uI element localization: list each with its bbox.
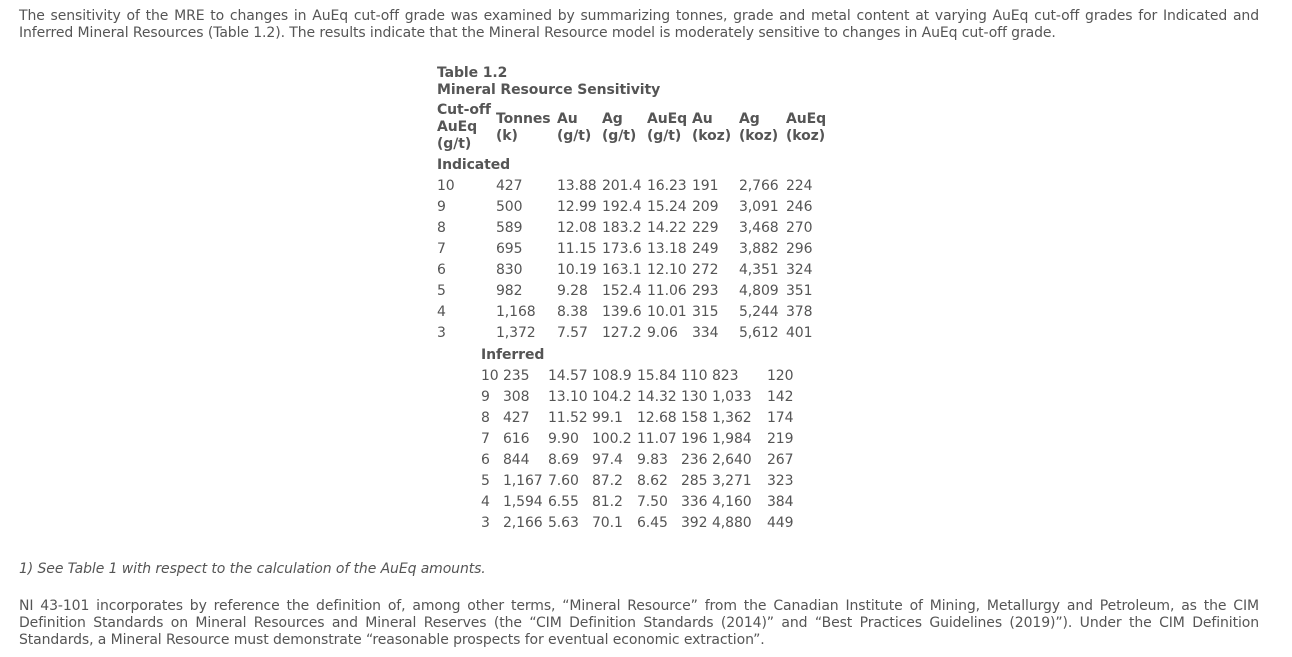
header-aueq-metal: AuEq (koz) [786, 110, 826, 144]
table-title: Mineral Resource Sensitivity [437, 82, 661, 98]
header-ag-grade: Ag (g/t) [602, 110, 637, 144]
table-cell: 7.57 [557, 325, 588, 341]
table-cell: 4,160 [712, 494, 752, 510]
table-number: Table 1.2 [437, 65, 508, 81]
table-cell: 70.1 [592, 515, 623, 531]
table-cell: 384 [767, 494, 794, 510]
table-cell: 14.32 [637, 389, 677, 405]
table-cell: 11.15 [557, 241, 597, 257]
table-cell: 616 [503, 431, 530, 447]
table-cell: 293 [692, 283, 719, 299]
table-header-row [437, 102, 835, 153]
table-cell: 163.1 [602, 262, 642, 278]
table-cell: 110 [681, 368, 708, 384]
table-cell: 8 [481, 410, 490, 426]
table-cell: 7.60 [548, 473, 579, 489]
table-cell: 183.2 [602, 220, 642, 236]
table-cell: 12.99 [557, 199, 597, 215]
table-cell: 336 [681, 494, 708, 510]
table-cell: 334 [692, 325, 719, 341]
table-cell: 285 [681, 473, 708, 489]
table-cell: 8.69 [548, 452, 579, 468]
table-cell: 246 [786, 199, 813, 215]
table-cell: 982 [496, 283, 523, 299]
table-cell: 4 [481, 494, 490, 510]
table-cell: 6.45 [637, 515, 668, 531]
inferred-row [481, 471, 793, 492]
table-cell: 13.10 [548, 389, 588, 405]
table-cell: 229 [692, 220, 719, 236]
table-cell: 104.2 [592, 389, 632, 405]
table-cell: 139.6 [602, 304, 642, 320]
table-cell: 152.4 [602, 283, 642, 299]
table-cell: 4,351 [739, 262, 779, 278]
table-cell: 9.90 [548, 431, 579, 447]
table-cell: 7.50 [637, 494, 668, 510]
indicated-label: Indicated [437, 157, 511, 173]
table-cell: 2,766 [739, 178, 779, 194]
indicated-row [437, 218, 835, 239]
table-cell: 12.68 [637, 410, 677, 426]
table-cell: 830 [496, 262, 523, 278]
table-cell: 378 [786, 304, 813, 320]
table-cell: 108.9 [592, 368, 632, 384]
table-cell: 1,167 [503, 473, 543, 489]
table-cell: 5 [437, 283, 446, 299]
table-cell: 589 [496, 220, 523, 236]
table-cell: 3 [437, 325, 446, 341]
table-cell: 6 [481, 452, 490, 468]
header-au-metal: Au (koz) [692, 110, 731, 144]
table-cell: 191 [692, 178, 719, 194]
indicated-row [437, 323, 835, 344]
table-cell: 270 [786, 220, 813, 236]
table-cell: 7 [437, 241, 446, 257]
table-cell: 10.01 [647, 304, 687, 320]
table-cell: 5,612 [739, 325, 779, 341]
table-cell: 16.23 [647, 178, 687, 194]
table-cell: 5.63 [548, 515, 579, 531]
table-cell: 10.19 [557, 262, 597, 278]
table-cell: 8.62 [637, 473, 668, 489]
table-cell: 11.52 [548, 410, 588, 426]
header-ag-metal: Ag (koz) [739, 110, 778, 144]
table-cell: 12.10 [647, 262, 687, 278]
table-cell: 2,640 [712, 452, 752, 468]
table-cell: 11.07 [637, 431, 677, 447]
table-cell: 8.38 [557, 304, 588, 320]
table-cell: 142 [767, 389, 794, 405]
table-cell: 1,372 [496, 325, 536, 341]
table-cell: 7 [481, 431, 490, 447]
intro-paragraph: The sensitivity of the MRE to changes in AuEq cut-off grade was examined by summarizing tonnes, grade and metal content at varying AuEq cut-off grades for Indicated and Inferred Mineral Resources (Table 1.2). The results indicate that the Mineral Resource model is moderately sensitive to changes in AuEq cut-off grade. [19, 8, 1259, 41]
inferred-row [481, 366, 793, 387]
header-tonnes: Tonnes (k) [496, 110, 551, 144]
table-cell: 5 [481, 473, 490, 489]
table-cell: 844 [503, 452, 530, 468]
table-cell: 15.84 [637, 368, 677, 384]
table-cell: 267 [767, 452, 794, 468]
table-cell: 3,271 [712, 473, 752, 489]
table-cell: 500 [496, 199, 523, 215]
table-cell: 201.4 [602, 178, 642, 194]
table-cell: 192.4 [602, 199, 642, 215]
table-cell: 196 [681, 431, 708, 447]
table-cell: 10 [481, 368, 499, 384]
table-cell: 296 [786, 241, 813, 257]
table-cell: 4,880 [712, 515, 752, 531]
inferred-row [481, 492, 793, 513]
table-cell: 9.83 [637, 452, 668, 468]
indicated-row [437, 197, 835, 218]
resource-sensitivity-table [437, 102, 835, 344]
table-cell: 823 [712, 368, 739, 384]
table-cell: 5,244 [739, 304, 779, 320]
table-cell: 1,362 [712, 410, 752, 426]
table-cell: 81.2 [592, 494, 623, 510]
table-cell: 100.2 [592, 431, 632, 447]
table-cell: 14.57 [548, 368, 588, 384]
indicated-row [437, 260, 835, 281]
indicated-section-row [437, 153, 835, 176]
inferred-row [481, 513, 793, 534]
inferred-row [481, 450, 793, 471]
indicated-row [437, 302, 835, 323]
table-cell: 401 [786, 325, 813, 341]
table-cell: 1,168 [496, 304, 536, 320]
table-cell: 3,882 [739, 241, 779, 257]
table-cell: 449 [767, 515, 794, 531]
table-cell: 87.2 [592, 473, 623, 489]
table-cell: 11.06 [647, 283, 687, 299]
table-cell: 12.08 [557, 220, 597, 236]
inferred-section-row [481, 347, 793, 366]
table-cell: 10 [437, 178, 455, 194]
table-cell: 9.28 [557, 283, 588, 299]
table-cell: 224 [786, 178, 813, 194]
table-cell: 173.6 [602, 241, 642, 257]
table-cell: 427 [503, 410, 530, 426]
table-cell: 272 [692, 262, 719, 278]
table-cell: 14.22 [647, 220, 687, 236]
table-cell: 9 [437, 199, 446, 215]
table-cell: 6.55 [548, 494, 579, 510]
table-cell: 13.88 [557, 178, 597, 194]
table-cell: 99.1 [592, 410, 623, 426]
header-aueq-grade: AuEq (g/t) [647, 110, 687, 144]
table-cell: 1,984 [712, 431, 752, 447]
table-cell: 324 [786, 262, 813, 278]
table-cell: 174 [767, 410, 794, 426]
indicated-row [437, 239, 835, 260]
table-cell: 3 [481, 515, 490, 531]
table-cell: 9 [481, 389, 490, 405]
table-cell: 1,033 [712, 389, 752, 405]
table-cell: 127.2 [602, 325, 642, 341]
table-cell: 120 [767, 368, 794, 384]
table-cell: 15.24 [647, 199, 687, 215]
table-cell: 236 [681, 452, 708, 468]
table-cell: 8 [437, 220, 446, 236]
inferred-label: Inferred [481, 347, 545, 363]
table-footnote: 1) See Table 1 with respect to the calculation of the AuEq amounts. [19, 561, 486, 577]
table-cell: 3,468 [739, 220, 779, 236]
table-cell: 4,809 [739, 283, 779, 299]
table-cell: 1,594 [503, 494, 543, 510]
header-cutoff: Cut-off AuEq (g/t) [437, 102, 491, 152]
inferred-table [481, 347, 793, 534]
table-cell: 130 [681, 389, 708, 405]
table-cell: 3,091 [739, 199, 779, 215]
table-cell: 6 [437, 262, 446, 278]
table-cell: 4 [437, 304, 446, 320]
header-au-grade: Au (g/t) [557, 110, 592, 144]
indicated-row [437, 176, 835, 197]
inferred-row [481, 408, 793, 429]
table-cell: 209 [692, 199, 719, 215]
table-cell: 392 [681, 515, 708, 531]
table-cell: 13.18 [647, 241, 687, 257]
inferred-row [481, 387, 793, 408]
table-cell: 695 [496, 241, 523, 257]
table-cell: 219 [767, 431, 794, 447]
table-cell: 427 [496, 178, 523, 194]
table-cell: 2,166 [503, 515, 543, 531]
table-cell: 235 [503, 368, 530, 384]
table-cell: 158 [681, 410, 708, 426]
closing-paragraph: NI 43-101 incorporates by reference the definition of, among other terms, “Mineral Resource” from the Canadian Institute of Mining, Metallurgy and Petroleum, as the CIM Definition Standards on Mineral Resources and Mineral Reserves (the “CIM Definition Standards (2014)” and “Best Practices Guidelines (2019)”). Under the CIM Definition Standards, a Mineral Resource must demonstrate “reasonable prospects for eventual economic extraction”. [19, 598, 1259, 648]
inferred-row [481, 429, 793, 450]
table-cell: 308 [503, 389, 530, 405]
table-cell: 315 [692, 304, 719, 320]
table-cell: 97.4 [592, 452, 623, 468]
table-cell: 351 [786, 283, 813, 299]
table-cell: 9.06 [647, 325, 678, 341]
indicated-row [437, 281, 835, 302]
table-cell: 249 [692, 241, 719, 257]
table-cell: 323 [767, 473, 794, 489]
